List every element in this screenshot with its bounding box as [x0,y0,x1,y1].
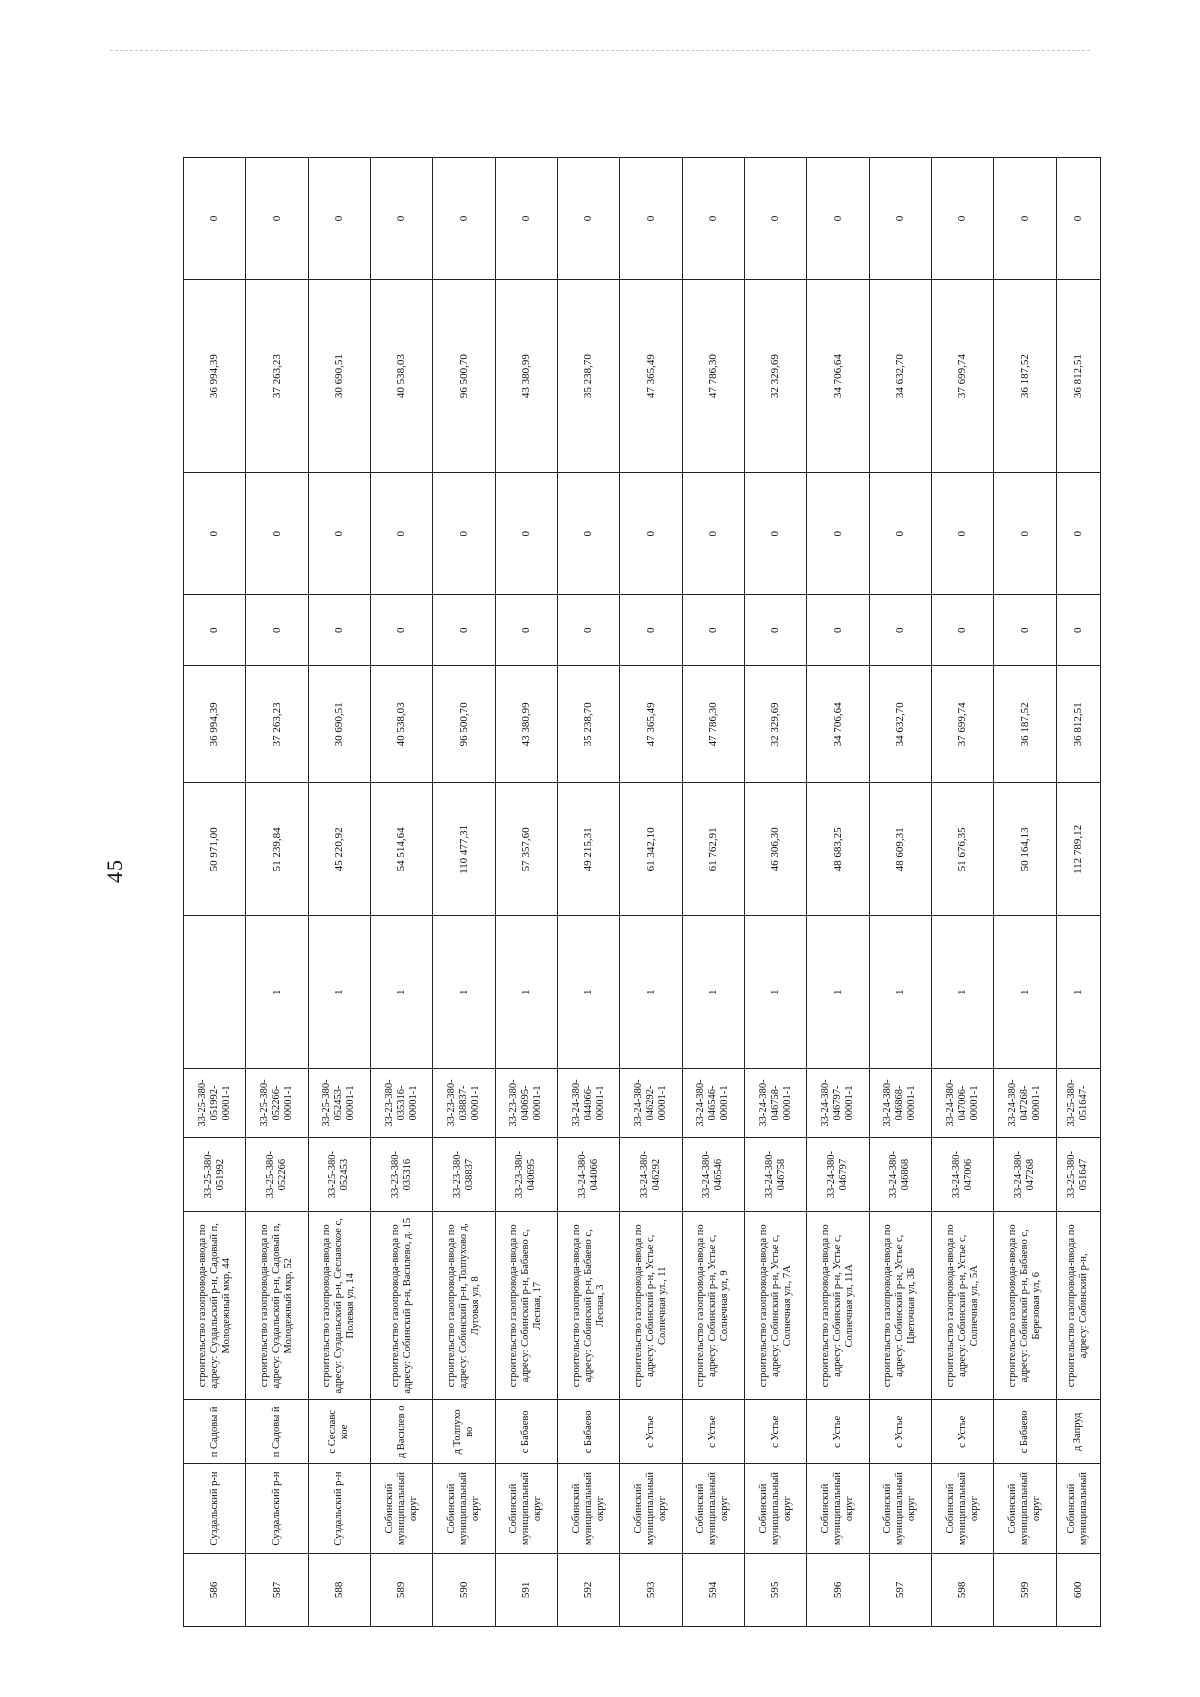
amount-cell: 36 812,51 [1056,666,1100,783]
object-code-cell: 33-24-380-047006-00001-1 [932,1068,994,1137]
zero-amount-cell: 0 [184,473,246,595]
zero-amount-cell: 0 [620,158,682,280]
amount-cell: 37 699,74 [932,666,994,783]
description-cell: строительство газопровода-ввода по адресу: Суздальский р-н, Садовый п, Молодежный мкр, 52 [246,1212,308,1400]
object-code-cell: 33-24-380-046292-00001-1 [620,1068,682,1137]
locality-cell: п Садовы й [184,1400,246,1464]
locality-cell: с Бабаево [558,1400,620,1464]
zero-amount-cell: 0 [994,158,1056,280]
total-cost-cell: 112 789,12 [1056,783,1100,916]
quantity-cell: 1 [994,916,1056,1068]
amount-cell: 96 500,70 [433,666,495,783]
object-code-cell: 33-23-380-035316-00001-1 [371,1068,433,1137]
total-cost-cell: 61 342,10 [620,783,682,916]
district-cell: Собинский муниципальный [1056,1464,1100,1553]
zero-amount-cell: 0 [308,595,370,666]
zero-amount-cell: 0 [745,595,807,666]
description-cell: строительство газопровода-ввода по адресу: Суздальский р-н, Сеславское с, Полевая ул, 14 [308,1212,370,1400]
amount-cell: 47 365,49 [620,666,682,783]
quantity-cell: 1 [308,916,370,1068]
subsidy-amount-cell: 47 365,49 [620,280,682,473]
description-cell: строительство газопровода-ввода по адресу: Собинский р-н, Бабаево с, Лесная, 3 [558,1212,620,1400]
subsidy-amount-cell: 43 380,99 [495,280,557,473]
total-cost-cell: 61 762,91 [682,783,744,916]
zero-amount-cell: 0 [184,595,246,666]
zero-amount-cell: 0 [433,473,495,595]
cadastral-number-cell: 33-24-380-046868 [869,1138,931,1212]
amount-cell: 30 690,51 [308,666,370,783]
zero-amount-cell: 0 [994,473,1056,595]
zero-amount-cell: 0 [682,158,744,280]
locality-cell: с Устье [682,1400,744,1464]
description-cell: строительство газопровода-ввода по адресу: Собинский р-н, Бабаево с, Березовая ул, 6 [994,1212,1056,1400]
cadastral-number-cell: 33-24-380-046758 [745,1138,807,1212]
quantity-cell: 1 [246,916,308,1068]
object-code-cell: 33-24-380-046546-00001-1 [682,1068,744,1137]
cadastral-number-cell: 33-25-380-052453 [308,1138,370,1212]
zero-amount-cell: 0 [246,158,308,280]
row-number-cell: 589 [371,1553,433,1626]
zero-amount-cell: 0 [1056,595,1100,666]
object-code-cell: 33-24-380-046758-00001-1 [745,1068,807,1137]
zero-amount-cell: 0 [869,473,931,595]
zero-amount-cell: 0 [932,595,994,666]
table-row [246,158,308,1627]
object-code-cell: 33-25-380-051647- [1056,1068,1100,1137]
cadastral-number-cell: 33-25-380-051992 [184,1138,246,1212]
row-number-cell: 598 [932,1553,994,1626]
district-cell: Собинский муниципальный округ [745,1464,807,1553]
zero-amount-cell: 0 [682,473,744,595]
subsidy-amount-cell: 34 706,64 [807,280,869,473]
locality-cell: с Устье [807,1400,869,1464]
cadastral-number-cell: 33-23-380-040695 [495,1138,557,1212]
amount-cell: 47 786,30 [682,666,744,783]
subsidy-amount-cell: 36 994,39 [184,280,246,473]
object-code-cell: 33-23-380-040695-00001-1 [495,1068,557,1137]
description-cell: строительство газопровода-ввода по адресу: Собинский р-н, Устье с, Солнечная ул., 7А [745,1212,807,1400]
amount-cell: 35 238,70 [558,666,620,783]
object-code-cell: 33-23-380-038837-00001-1 [433,1068,495,1137]
district-cell: Собинский муниципальный округ [994,1464,1056,1553]
scan-artifact-line [110,50,1090,51]
zero-amount-cell: 0 [994,595,1056,666]
quantity-cell: 1 [620,916,682,1068]
subsidy-amount-cell: 36 812,51 [1056,280,1100,473]
amount-cell: 43 380,99 [495,666,557,783]
district-cell: Собинский муниципальный округ [932,1464,994,1553]
amount-cell: 32 329,69 [745,666,807,783]
cadastral-number-cell: 33-25-380-051647 [1056,1138,1100,1212]
description-cell: строительство газопровода-ввода по адресу: Собинский р-н, Устье с, Солнечная ул, 9 [682,1212,744,1400]
amount-cell: 40 538,03 [371,666,433,783]
records-table-wrapper [183,157,1101,1627]
cadastral-number-cell: 33-23-380-038837 [433,1138,495,1212]
zero-amount-cell: 0 [495,595,557,666]
locality-cell: д Толпухо во [433,1400,495,1464]
total-cost-cell: 48 609,31 [869,783,931,916]
table-row [1056,158,1100,1627]
subsidy-amount-cell: 37 699,74 [932,280,994,473]
quantity-cell: 1 [495,916,557,1068]
table-row [807,158,869,1627]
description-cell: строительство газопровода-ввода по адресу: Собинский р-н, Толпухово д, Луговая ул, 8 [433,1212,495,1400]
quantity-cell: 1 [1056,916,1100,1068]
row-number-cell: 588 [308,1553,370,1626]
zero-amount-cell: 0 [807,595,869,666]
zero-amount-cell: 0 [246,595,308,666]
district-cell: Собинский муниципальный округ [495,1464,557,1553]
amount-cell: 34 706,64 [807,666,869,783]
records-table [183,157,1101,1627]
zero-amount-cell: 0 [184,158,246,280]
zero-amount-cell: 0 [308,473,370,595]
cadastral-number-cell: 33-24-380-046797 [807,1138,869,1212]
table-row [495,158,557,1627]
total-cost-cell: 54 514,64 [371,783,433,916]
cadastral-number-cell: 33-24-380-047268 [994,1138,1056,1212]
amount-cell: 36 994,39 [184,666,246,783]
object-code-cell: 33-25-380-052266-00001-1 [246,1068,308,1137]
zero-amount-cell: 0 [308,158,370,280]
object-code-cell: 33-25-380-051992-00001-1 [184,1068,246,1137]
zero-amount-cell: 0 [869,158,931,280]
zero-amount-cell: 0 [932,158,994,280]
zero-amount-cell: 0 [745,473,807,595]
table-row [620,158,682,1627]
district-cell: Собинский муниципальный округ [371,1464,433,1553]
page-number: 45 [102,859,127,883]
district-cell: Собинский муниципальный округ [807,1464,869,1553]
locality-cell: с Бабаево [994,1400,1056,1464]
district-cell: Суздальский р-н [184,1464,246,1553]
description-cell: строительство газопровода-ввода по адресу: Собинский р-н, Устье с, Солнечная ул., 11 [620,1212,682,1400]
zero-amount-cell: 0 [1056,158,1100,280]
zero-amount-cell: 0 [246,473,308,595]
zero-amount-cell: 0 [932,473,994,595]
object-code-cell: 33-24-380-047268-00001-1 [994,1068,1056,1137]
zero-amount-cell: 0 [371,158,433,280]
description-cell: строительство газопровода-ввода по адресу: Собинский р-н, Устье с, Солнечная ул., 5А [932,1212,994,1400]
subsidy-amount-cell: 37 263,23 [246,280,308,473]
table-body [184,158,1101,1627]
amount-cell: 37 263,23 [246,666,308,783]
total-cost-cell: 50 971,00 [184,783,246,916]
row-number-cell: 591 [495,1553,557,1626]
description-cell: строительство газопровода-ввода по адресу: Собинский р-н, Устье с, Солнечная ул, 11А [807,1212,869,1400]
cadastral-number-cell: 33-23-380-035316 [371,1138,433,1212]
table-row [994,158,1056,1627]
zero-amount-cell: 0 [433,595,495,666]
row-number-cell: 595 [745,1553,807,1626]
quantity-cell: 1 [745,916,807,1068]
locality-cell: с Устье [620,1400,682,1464]
row-number-cell: 599 [994,1553,1056,1626]
subsidy-amount-cell: 40 538,03 [371,280,433,473]
zero-amount-cell: 0 [1056,473,1100,595]
description-cell: строительство газопровода-ввода по адресу: Суздальский р-н, Садовый п, Молодежный мкр, 44 [184,1212,246,1400]
zero-amount-cell: 0 [558,473,620,595]
subsidy-amount-cell: 36 187,52 [994,280,1056,473]
locality-cell: д Василев о [371,1400,433,1464]
zero-amount-cell: 0 [495,473,557,595]
zero-amount-cell: 0 [620,595,682,666]
table-row [682,158,744,1627]
subsidy-amount-cell: 47 786,30 [682,280,744,473]
cadastral-number-cell: 33-24-380-046292 [620,1138,682,1212]
district-cell: Собинский муниципальный округ [433,1464,495,1553]
total-cost-cell: 45 220,92 [308,783,370,916]
zero-amount-cell: 0 [807,158,869,280]
row-number-cell: 597 [869,1553,931,1626]
object-code-cell: 33-24-380-046868-00001-1 [869,1068,931,1137]
total-cost-cell: 57 357,60 [495,783,557,916]
table-row [371,158,433,1627]
subsidy-amount-cell: 35 238,70 [558,280,620,473]
total-cost-cell: 51 676,35 [932,783,994,916]
total-cost-cell: 48 683,25 [807,783,869,916]
row-number-cell: 587 [246,1553,308,1626]
row-number-cell: 594 [682,1553,744,1626]
district-cell: Собинский муниципальный округ [558,1464,620,1553]
district-cell: Суздальский р-н [308,1464,370,1553]
total-cost-cell: 51 239,84 [246,783,308,916]
locality-cell: с Сеславс кое [308,1400,370,1464]
table-row [745,158,807,1627]
quantity-cell: 1 [807,916,869,1068]
quantity-cell: 1 [682,916,744,1068]
subsidy-amount-cell: 96 500,70 [433,280,495,473]
object-code-cell: 33-25-380-052453-00001-1 [308,1068,370,1137]
description-cell: строительство газопровода-ввода по адресу: Собинский р-н, Бабаево с, Лесная, 17 [495,1212,557,1400]
row-number-cell: 590 [433,1553,495,1626]
amount-cell: 36 187,52 [994,666,1056,783]
zero-amount-cell: 0 [371,595,433,666]
cadastral-number-cell: 33-24-380-046546 [682,1138,744,1212]
subsidy-amount-cell: 34 632,70 [869,280,931,473]
row-number-cell: 593 [620,1553,682,1626]
amount-cell: 34 632,70 [869,666,931,783]
cadastral-number-cell: 33-25-380-052266 [246,1138,308,1212]
cadastral-number-cell: 33-24-380-047006 [932,1138,994,1212]
locality-cell: с Бабаево [495,1400,557,1464]
table-row [869,158,931,1627]
object-code-cell: 33-24-380-044066-00001-1 [558,1068,620,1137]
row-number-cell: 592 [558,1553,620,1626]
total-cost-cell: 46 306,30 [745,783,807,916]
row-number-cell: 586 [184,1553,246,1626]
row-number-cell: 596 [807,1553,869,1626]
zero-amount-cell: 0 [620,473,682,595]
object-code-cell: 33-24-380-046797-00001-1 [807,1068,869,1137]
quantity-cell [184,916,246,1068]
table-row [308,158,370,1627]
district-cell: Собинский муниципальный округ [869,1464,931,1553]
zero-amount-cell: 0 [745,158,807,280]
zero-amount-cell: 0 [807,473,869,595]
zero-amount-cell: 0 [558,595,620,666]
table-row [184,158,246,1627]
zero-amount-cell: 0 [869,595,931,666]
row-number-cell: 600 [1056,1553,1100,1626]
zero-amount-cell: 0 [433,158,495,280]
cadastral-number-cell: 33-24-380-044066 [558,1138,620,1212]
table-row [932,158,994,1627]
locality-cell: д Запруд [1056,1400,1100,1464]
zero-amount-cell: 0 [371,473,433,595]
zero-amount-cell: 0 [682,595,744,666]
locality-cell: с Устье [932,1400,994,1464]
quantity-cell: 1 [433,916,495,1068]
total-cost-cell: 50 164,13 [994,783,1056,916]
description-cell: строительство газопровода-ввода по адресу: Собинский р-н, [1056,1212,1100,1400]
quantity-cell: 1 [558,916,620,1068]
subsidy-amount-cell: 30 690,51 [308,280,370,473]
quantity-cell: 1 [869,916,931,1068]
table-row [433,158,495,1627]
locality-cell: п Садовы й [246,1400,308,1464]
description-cell: строительство газопровода-ввода по адресу: Собинский р-н, Устье с, Цветочная ул, 3Б [869,1212,931,1400]
district-cell: Суздальский р-н [246,1464,308,1553]
locality-cell: с Устье [745,1400,807,1464]
zero-amount-cell: 0 [495,158,557,280]
description-cell: строительство газопровода-ввода по адресу: Собинский р-н, Василево, д. 15 [371,1212,433,1400]
locality-cell: с Устье [869,1400,931,1464]
total-cost-cell: 49 215,31 [558,783,620,916]
subsidy-amount-cell: 32 329,69 [745,280,807,473]
zero-amount-cell: 0 [558,158,620,280]
quantity-cell: 1 [371,916,433,1068]
total-cost-cell: 110 477,31 [433,783,495,916]
table-row [558,158,620,1627]
district-cell: Собинский муниципальный округ [682,1464,744,1553]
district-cell: Собинский муниципальный округ [620,1464,682,1553]
quantity-cell: 1 [932,916,994,1068]
